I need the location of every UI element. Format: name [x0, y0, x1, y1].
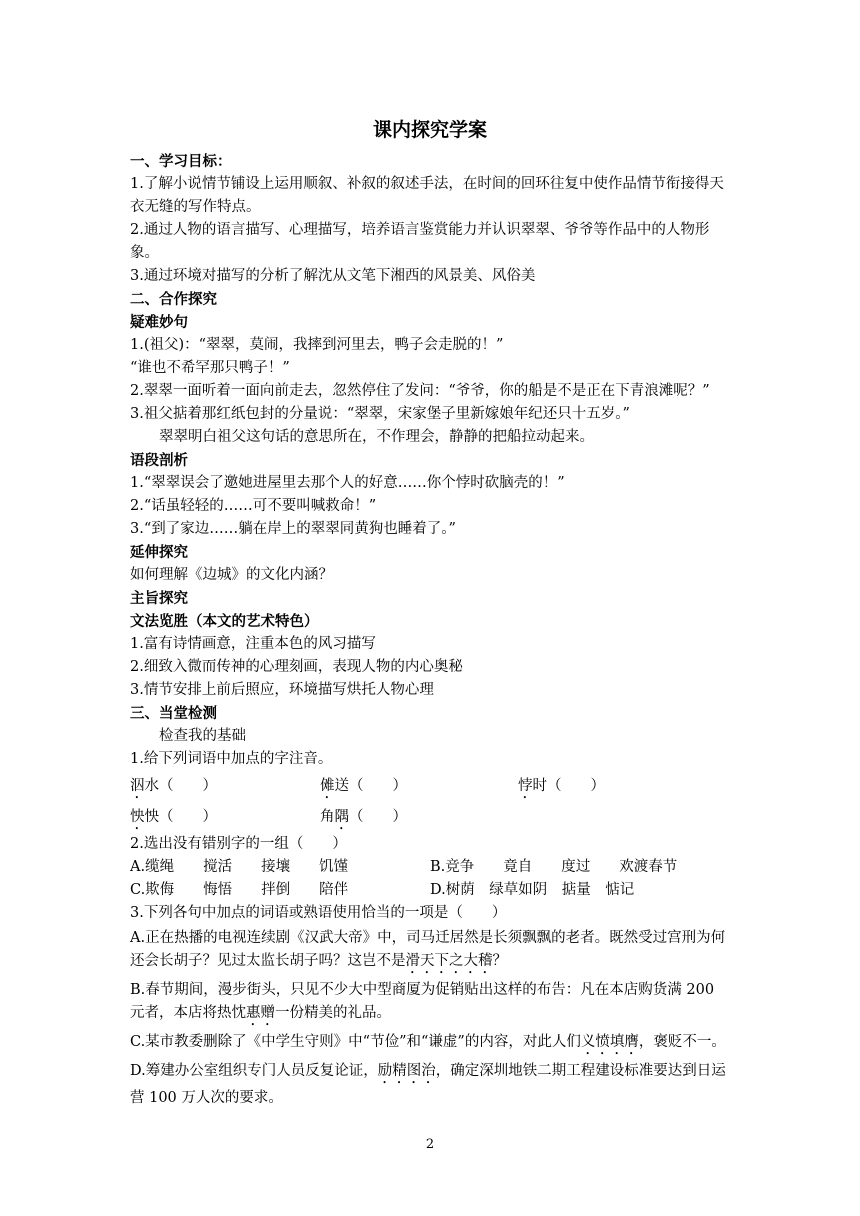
subheading-art-features: 文法览胜（本文的艺术特色）	[130, 613, 319, 630]
goal-3: 3.通过环境对描写的分析了解沈从文笔下湘西的风景美、风俗美	[130, 268, 536, 284]
q3-option-b: B.春节期间，漫步街头，只见不少大中型商厦为促销贴出这样的布告：凡在本店购货满 200 元者，本店将热忱惠赠一份精美的礼品。	[130, 982, 715, 1021]
section-heading-goals: 一、学习目标：	[130, 153, 232, 170]
q2-option-d: D.树荫 绿草如阴 掂量 惦记	[430, 882, 635, 898]
word-5: 角隅（ ）	[320, 809, 407, 825]
word-3: 悖时（ ）	[518, 778, 605, 794]
subheading-theme: 主旨探究	[130, 590, 188, 607]
sentence-3b: 翠翠明白祖父这句话的意思所在，不作理会，静静的把船拉动起来。	[159, 429, 594, 445]
q2-option-c: C.欺侮 悔悟 拌倒 陪伴	[130, 882, 349, 898]
subheading-extension: 延伸探究	[130, 544, 188, 561]
question-2: 2.选出没有错别字的一组（ ）	[130, 836, 347, 852]
word-4: 怏怏（ ）	[130, 809, 217, 825]
question-3: 3.下列各句中加点的词语或熟语使用恰当的一项是（ ）	[130, 905, 507, 921]
pinyin-row-1	[130, 771, 730, 802]
art-feature-2: 2.细致入微而传神的心理刻画，表现人物的内心奥秘	[130, 659, 463, 675]
sentence-1b: “谁也不希罕那只鸭子！”	[130, 360, 290, 376]
passage-2: 2.“话虽轻轻的……可不要叫喊救命！”	[130, 498, 377, 514]
document-body	[130, 114, 730, 1110]
word-2: 傩送（ ）	[320, 778, 407, 794]
page-number: 2	[425, 1137, 435, 1152]
extension-question: 如何理解《边城》的文化内涵？	[130, 567, 333, 583]
q2-options-row-2	[130, 879, 730, 902]
passage-1: 1.“翠翠误会了邀她进屋里去那个人的好意……你个悖时砍脑壳的！”	[130, 475, 565, 491]
art-feature-1: 1.富有诗情画意，注重本色的风习描写	[130, 636, 376, 652]
q2-options-row-1	[130, 856, 730, 879]
check-basics: 检查我的基础	[159, 728, 246, 744]
subheading-passage-analysis: 语段剖析	[130, 452, 188, 469]
page-title: 课内探究学案	[372, 119, 487, 141]
q2-option-a: A.缆绳 搅活 接壤 饥馑	[130, 859, 349, 875]
sentence-1a: 1.(祖父)：“翠翠，莫闹，我摔到河里去，鸭子会走脱的！”	[130, 337, 504, 353]
word-1: 泅水（ ）	[130, 778, 217, 794]
art-feature-3: 3.情节安排上前后照应，环境描写烘托人物心理	[130, 682, 434, 698]
sentence-2: 2.翠翠一面听着一面向前走去，忽然停住了发问：“爷爷，你的船是不是正在下青浪滩呢？”	[130, 383, 710, 399]
goal-1: 1.了解小说情节铺设上运用顺叙、补叙的叙述手法，在时间的回环往复中使作品情节衔接得天衣无缝的写作特点。	[130, 176, 724, 215]
q3-option-c: C.某市教委删除了《中学生守则》中“节俭”和“谦虚”的内容，对此人们义愤填膺，褒贬不一。	[130, 1034, 726, 1050]
q3-option-a: A.正在热播的电视连续剧《汉武大帝》中，司马迁居然是长须飘飘的老者。既然受过宫刑为何还会长胡子？见过太监长胡子吗？这岂不是滑天下之大稽？	[130, 930, 726, 969]
passage-3: 3.“到了家边……躺在岸上的翠翠同黄狗也睡着了。”	[130, 521, 456, 537]
pinyin-row-2	[130, 802, 730, 833]
question-1: 1.给下列词语中加点的字注音。	[130, 751, 333, 767]
section-heading-explore: 二、合作探究	[130, 291, 217, 308]
goal-2: 2.通过人物的语言描写、心理描写，培养语言鉴赏能力并认识翠翠、爷爷等作品中的人物形象。	[130, 222, 710, 261]
q3-option-d: D.筹建办公室组织专门人员反复论证，励精图治，确定深圳地铁二期工程建设标准要达到日运营 100 万人次的要求。	[130, 1063, 726, 1106]
sentence-3: 3.祖父掂着那红纸包封的分量说：“翠翠，宋家堡子里新嫁娘年纪还只十五岁。”	[130, 406, 630, 422]
subheading-difficult-sentences: 疑难妙句	[130, 314, 188, 331]
section-heading-test: 三、当堂检测	[130, 705, 217, 722]
q2-option-b: B.竞争 竟自 度过 欢渡春节	[430, 859, 678, 875]
